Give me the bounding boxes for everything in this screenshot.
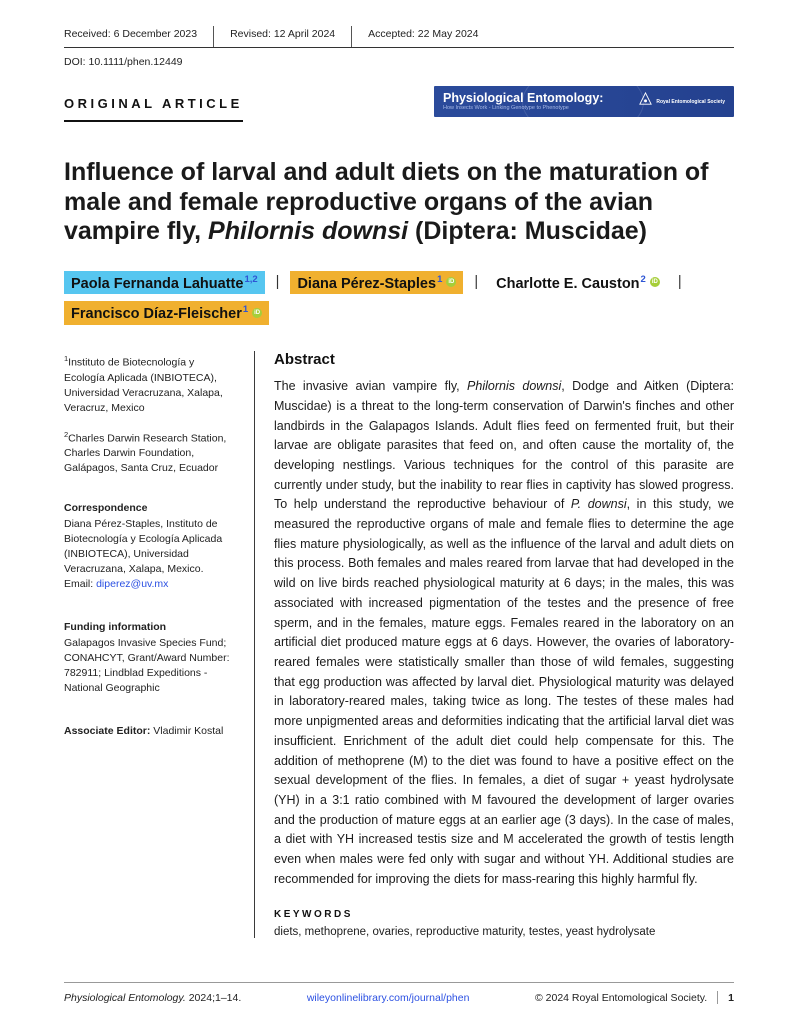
accepted-date: Accepted: 22 May 2024 bbox=[368, 28, 479, 40]
footer-link[interactable]: wileyonlinelibrary.com/journal/phen bbox=[306, 991, 470, 1004]
author-label: Francisco Díaz-Fleischer bbox=[71, 306, 242, 323]
footer-journal-name: Physiological Entomology. bbox=[64, 991, 186, 1004]
author-label: Paola Fernanda Lahuatte bbox=[71, 275, 244, 292]
author-label: Diana Pérez-Staples bbox=[297, 275, 437, 292]
author-name-lahuatte bbox=[64, 271, 265, 295]
footer bbox=[64, 982, 734, 1004]
associate-editor bbox=[64, 724, 238, 739]
footer-right bbox=[535, 991, 734, 1004]
author-superscript: 1 bbox=[242, 304, 249, 316]
paper-title bbox=[64, 158, 734, 247]
associate-editor-name: Vladimir Kostal bbox=[153, 725, 224, 738]
funding-heading: Funding information bbox=[64, 621, 167, 634]
article-type-label: ORIGINAL ARTICLE bbox=[64, 96, 243, 122]
author-superscript: 2 bbox=[640, 273, 646, 285]
affiliation-text: Instituto de Biotecnología y Ecología Aplicada (INBIOTECA), Universidad Veracruzana, Xalapa, Veracruz, Mexico bbox=[64, 356, 223, 414]
journal-banner bbox=[434, 86, 734, 117]
author-separator: | bbox=[677, 274, 682, 291]
correspondence-text: Diana Pérez-Staples, Instituto de Biotecnología y Ecología Aplicada (INBIOTECA), Universidad Veracruzana, Xalapa, Mexico. bbox=[64, 518, 223, 576]
associate-editor-label: Associate Editor: bbox=[64, 725, 154, 738]
journal-subtitle: How Insects Work - Linking Genotype to Phenotype bbox=[443, 105, 569, 111]
footer-citation-text: 2024;1–14. bbox=[185, 991, 242, 1004]
author-name-diaz-fleischer bbox=[64, 301, 269, 325]
affiliation-superscript: 1 bbox=[64, 354, 69, 364]
abstract-column bbox=[254, 351, 734, 938]
article-type-row bbox=[64, 86, 734, 122]
affiliation-text: Charles Darwin Research Station, Charles Darwin Foundation, Galápagos, Santa Cruz, Ecuador bbox=[64, 432, 227, 475]
paper-title-text: Influence of larval and adult diets on the maturation of male and female reproductive organs of the avian vampire fly, bbox=[64, 158, 709, 245]
paper-title-species: Philornis downsi bbox=[208, 217, 409, 245]
doi: DOI: 10.1111/phen.12449 bbox=[64, 56, 183, 68]
orcid-icon[interactable]: iD bbox=[651, 279, 658, 286]
abstract-heading: Abstract bbox=[274, 351, 335, 369]
author-separator: | bbox=[474, 274, 479, 291]
paper-title-suffix: (Diptera: Muscidae) bbox=[408, 217, 647, 245]
affiliation-1 bbox=[64, 351, 238, 416]
footer-divider bbox=[717, 991, 718, 1004]
author-name-causton bbox=[489, 271, 667, 295]
journal-title: Physiological Entomology: bbox=[443, 90, 604, 105]
revised-date: Revised: 12 April 2024 bbox=[230, 26, 352, 47]
author-name-perez-staples bbox=[290, 271, 463, 295]
email-label: Email: bbox=[64, 578, 97, 591]
orcid-icon[interactable]: iD bbox=[448, 279, 455, 286]
footer-citation bbox=[64, 992, 241, 1004]
correspondence-email-line bbox=[64, 577, 238, 592]
received-date: Received: 6 December 2023 bbox=[64, 26, 214, 47]
author-superscript: 1 bbox=[437, 273, 443, 285]
correspondence-heading: Correspondence bbox=[64, 502, 148, 515]
abstract-text: The invasive avian vampire fly, Philornis downsi, Dodge and Aitken (Diptera: Muscidae) is a threat to the long-term conservation of Darwin's finches and other landbirds in the Galapagos Islands. Adult flies feed on fermented fruit, but their larvae are obligate parasites that feed on, and often cause the mortality of, the developing nestlings. Various techniques for the control of this parasite are currently under study, but the inability to rear flies in captivity has slowed progress. To help understand the reproductive behaviour of P. downsi, in this study, we measured the reproductive organs of male and female flies to determine the age flies mature physiologically, as well as the influence of the larval and adult diets on this process. Both females and males reared from larvae that had developed in the wild on live birds reached physiological maturity at 6 days; in the males, this was associated with increased pigmentation of the testes and the presence of free sperm, and in the females, mature eggs. Females reared in the laboratory on an artificial diet produced mature eggs at 6 days. However, the ovaries of laboratory-reared females were statistically smaller than those of wild females, suggesting that egg production was affected by larval diet. Physiological maturity was delayed in laboratory-reared males, taking twice as long. The testes of these males had more unpigmented areas and deformities indicating that the artificial larval diet was insufficient. Enrichment of the adult diet could help compensate for this. The addition of methoprene (M) to the diet was found to have a positive effect on the sexual development of the flies. In females, a diet of sugar + yeast hydrolysate (YH) in a 3:1 ratio combined with M favoured the development of larger ovaries and the production of mature eggs at an earlier age (3 days). In the case of males, a diet with YH increased testis size and M accelerated the growth of testis length even when males were fed only with sugar and without YH. Additional studies are recommended for improving the diets for mass-rearing this highly harmful fly. bbox=[274, 379, 735, 886]
keywords-text: diets, methoprene, ovaries, reproductive maturity, testes, yeast hydrolysate bbox=[274, 926, 656, 939]
email-link[interactable]: diperez@uv.mx bbox=[96, 578, 169, 591]
orcid-icon[interactable]: iD bbox=[254, 310, 261, 317]
authors-row bbox=[64, 271, 734, 326]
header-meta bbox=[64, 26, 734, 48]
society-logo-icon bbox=[638, 92, 653, 112]
journal-banner-titles bbox=[443, 92, 603, 112]
affiliation-superscript: 2 bbox=[64, 429, 69, 439]
sidebar bbox=[64, 351, 254, 938]
funding-text: Galapagos Invasive Species Fund; CONAHCYT, Grant/Award Number: 782911; Lindblad Expeditions - National Geographic bbox=[64, 637, 230, 695]
author-separator: | bbox=[275, 274, 280, 291]
keywords-heading: KEYWORDS bbox=[274, 909, 353, 921]
author-label: Charlotte E. Causton bbox=[496, 275, 640, 292]
content-columns bbox=[64, 351, 734, 938]
society-logo bbox=[638, 92, 725, 112]
affiliation-2 bbox=[64, 427, 238, 477]
page-number: 1 bbox=[728, 991, 734, 1004]
author-superscript: 1,2 bbox=[244, 273, 258, 285]
footer-copyright: © 2024 Royal Entomological Society. bbox=[535, 991, 708, 1004]
society-name: Royal Entomological Society bbox=[656, 98, 725, 105]
